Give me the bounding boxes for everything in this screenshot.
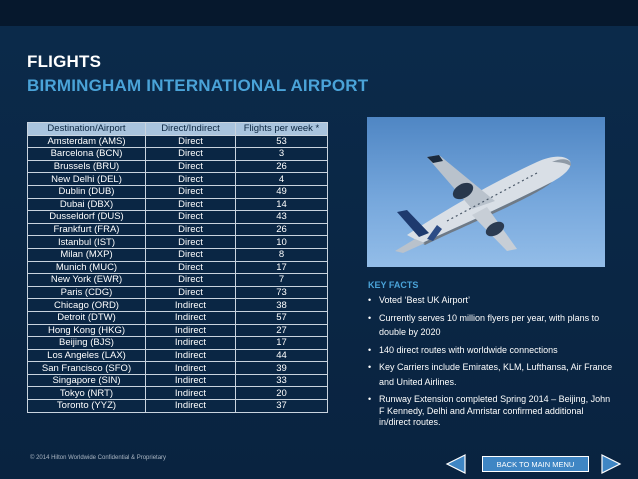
fact-text: Currently serves 10 million flyers per year, with plans to double by 2020 xyxy=(379,312,600,337)
airplane-photo xyxy=(367,117,605,267)
cell-destination: New York (EWR) xyxy=(28,274,146,287)
cell-type: Indirect xyxy=(146,400,236,413)
column-header-destination: Destination/Airport xyxy=(28,123,146,136)
table-row xyxy=(28,374,328,387)
cell-type: Direct xyxy=(146,261,236,274)
back-to-main-menu-button[interactable]: BACK TO MAIN MENU xyxy=(482,456,589,472)
cell-type: Direct xyxy=(146,173,236,186)
cell-destination: Brussels (BRU) xyxy=(28,160,146,173)
table-row xyxy=(28,349,328,362)
cell-type: Direct xyxy=(146,185,236,198)
cell-type: Direct xyxy=(146,211,236,224)
table-row xyxy=(28,324,328,337)
cell-type: Direct xyxy=(146,148,236,161)
cell-type: Direct xyxy=(146,198,236,211)
table-row xyxy=(28,160,328,173)
triangle-left-icon[interactable] xyxy=(445,453,467,475)
table-row xyxy=(28,173,328,186)
cell-destination: Beijing (BJS) xyxy=(28,337,146,350)
table-row xyxy=(28,198,328,211)
cell-destination: Milan (MXP) xyxy=(28,248,146,261)
cell-type: Indirect xyxy=(146,349,236,362)
cell-flights: 27 xyxy=(236,324,328,337)
copyright-footer: © 2014 Hilton Worldwide Confidential & Proprietary xyxy=(30,455,167,461)
page-title: FLIGHTS xyxy=(27,52,102,71)
top-bar xyxy=(0,0,638,26)
airplane-icon xyxy=(367,117,605,267)
list-item xyxy=(368,394,613,429)
fact-text: Voted ‘Best UK Airport’ xyxy=(379,295,471,305)
cell-flights: 4 xyxy=(236,173,328,186)
cell-flights: 8 xyxy=(236,248,328,261)
cell-flights: 17 xyxy=(236,337,328,350)
table-row xyxy=(28,223,328,236)
fact-text: Runway Extension completed Spring 2014 – Beijing, John F Kennedy, Delhi and Amristar confirmed additional in/direct routes. xyxy=(379,394,611,427)
cell-flights: 49 xyxy=(236,185,328,198)
table-row xyxy=(28,311,328,324)
cell-flights: 53 xyxy=(236,135,328,148)
table-row xyxy=(28,135,328,148)
fact-text: 140 direct routes with worldwide connections xyxy=(379,344,558,355)
cell-flights: 38 xyxy=(236,299,328,312)
cell-type: Direct xyxy=(146,236,236,249)
cell-flights: 14 xyxy=(236,198,328,211)
cell-destination: Istanbul (IST) xyxy=(28,236,146,249)
cell-destination: New Delhi (DEL) xyxy=(28,173,146,186)
cell-destination: Paris (CDG) xyxy=(28,286,146,299)
cell-type: Direct xyxy=(146,248,236,261)
table-row xyxy=(28,387,328,400)
cell-flights: 20 xyxy=(236,387,328,400)
cell-flights: 44 xyxy=(236,349,328,362)
cell-type: Indirect xyxy=(146,387,236,400)
bullet-icon: • xyxy=(368,362,372,372)
table-header-row xyxy=(28,123,328,136)
cell-destination: Dusseldorf (DUS) xyxy=(28,211,146,224)
column-header-flights: Flights per week * xyxy=(236,123,328,136)
cell-type: Indirect xyxy=(146,311,236,324)
cell-type: Direct xyxy=(146,286,236,299)
page-subtitle: BIRMINGHAM INTERNATIONAL AIRPORT xyxy=(27,76,369,95)
table-row xyxy=(28,400,328,413)
cell-destination: Frankfurt (FRA) xyxy=(28,223,146,236)
cell-flights: 3 xyxy=(236,148,328,161)
cell-flights: 17 xyxy=(236,261,328,274)
cell-destination: Barcelona (BCN) xyxy=(28,148,146,161)
cell-type: Indirect xyxy=(146,337,236,350)
cell-destination: Dublin (DUB) xyxy=(28,185,146,198)
cell-type: Indirect xyxy=(146,374,236,387)
cell-type: Direct xyxy=(146,135,236,148)
list-item xyxy=(368,293,613,308)
table-row xyxy=(28,274,328,287)
cell-destination: San Francisco (SFO) xyxy=(28,362,146,375)
key-facts-title: KEY FACTS xyxy=(368,280,419,290)
triangle-right-icon[interactable] xyxy=(600,453,622,475)
cell-flights: 43 xyxy=(236,211,328,224)
cell-flights: 37 xyxy=(236,400,328,413)
cell-destination: Hong Kong (HKG) xyxy=(28,324,146,337)
table-row xyxy=(28,362,328,375)
cell-flights: 57 xyxy=(236,311,328,324)
cell-destination: Tokyo (NRT) xyxy=(28,387,146,400)
table-row xyxy=(28,148,328,161)
table-row xyxy=(28,337,328,350)
cell-destination: Chicago (ORD) xyxy=(28,299,146,312)
cell-destination: Amsterdam (AMS) xyxy=(28,135,146,148)
table-row xyxy=(28,261,328,274)
list-item xyxy=(368,360,613,389)
bullet-icon: • xyxy=(368,295,372,305)
table-row xyxy=(28,185,328,198)
cell-flights: 7 xyxy=(236,274,328,287)
list-item xyxy=(368,343,613,358)
cell-flights: 39 xyxy=(236,362,328,375)
list-item xyxy=(368,311,613,340)
cell-type: Direct xyxy=(146,223,236,236)
cell-destination: Detroit (DTW) xyxy=(28,311,146,324)
flights-table xyxy=(27,122,328,413)
cell-type: Direct xyxy=(146,160,236,173)
cell-type: Indirect xyxy=(146,299,236,312)
fact-text: Key Carriers include Emirates, KLM, Lufthansa, Air France and United Airlines. xyxy=(379,362,613,387)
cell-type: Indirect xyxy=(146,362,236,375)
bullet-icon: • xyxy=(368,344,372,355)
cell-flights: 33 xyxy=(236,374,328,387)
table-row xyxy=(28,286,328,299)
table-row xyxy=(28,248,328,261)
cell-type: Direct xyxy=(146,274,236,287)
cell-type: Indirect xyxy=(146,324,236,337)
key-facts-list xyxy=(368,293,613,432)
cell-destination: Singapore (SIN) xyxy=(28,374,146,387)
cell-destination: Dubai (DBX) xyxy=(28,198,146,211)
cell-destination: Los Angeles (LAX) xyxy=(28,349,146,362)
column-header-type: Direct/Indirect xyxy=(146,123,236,136)
bullet-icon: • xyxy=(368,312,372,323)
cell-flights: 73 xyxy=(236,286,328,299)
table-row xyxy=(28,236,328,249)
table-row xyxy=(28,211,328,224)
cell-destination: Toronto (YYZ) xyxy=(28,400,146,413)
cell-flights: 26 xyxy=(236,160,328,173)
bullet-icon: • xyxy=(368,394,372,404)
cell-flights: 26 xyxy=(236,223,328,236)
cell-flights: 10 xyxy=(236,236,328,249)
table-row xyxy=(28,299,328,312)
cell-destination: Munich (MUC) xyxy=(28,261,146,274)
